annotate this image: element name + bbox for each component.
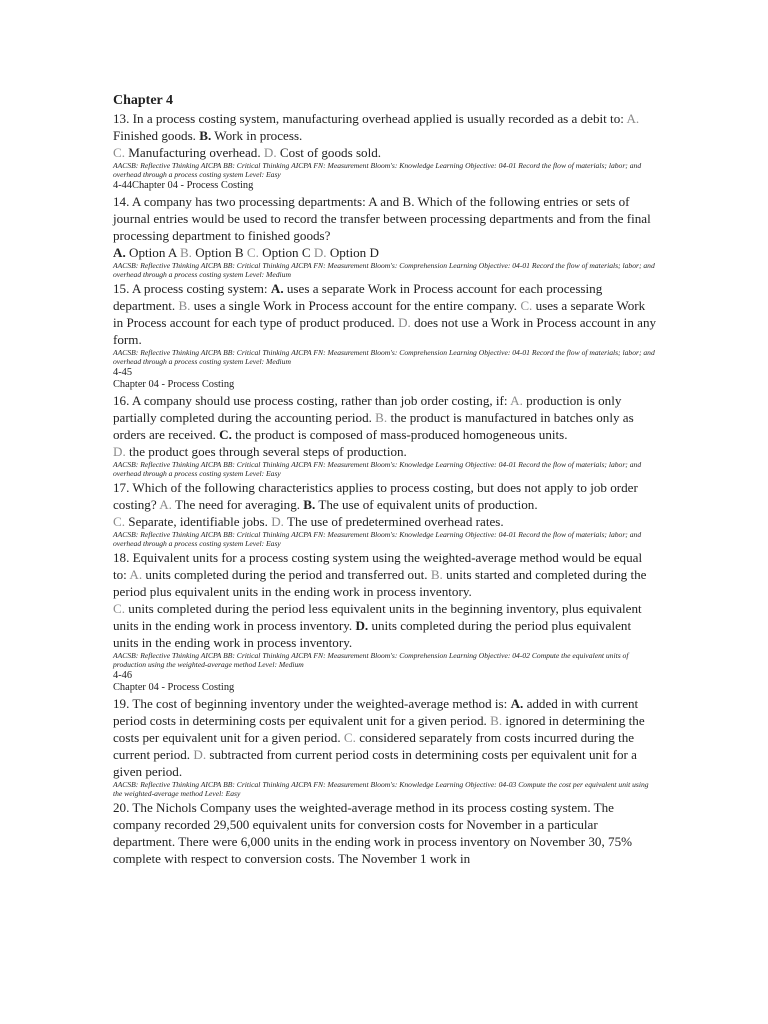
option-c-text: Option C [258,244,314,260]
question-14-meta: AACSB: Reflective Thinking AICPA BB: Critical Thinking AICPA FN: Measurement Bloom's: Comprehension Learning Objective: 04-01 Record the flow of materials; labor; and overhead through a process costing system Level: Medium [113,260,655,279]
question-17 [113,479,658,548]
option-d-key: D. [263,145,277,160]
option-a-text: production is only partially completed during the accounting period. [113,392,622,425]
option-b-text: Work in process. [211,128,303,143]
option-c-text: Separate, identifiable jobs. [125,513,272,529]
option-c-text: Manufacturing overhead. [125,145,264,160]
question-19-text [113,695,658,780]
option-c-text: considered separately from costs incurred during the current period. [113,729,635,762]
question-16 [113,392,658,478]
option-c-key: C. [113,145,126,160]
question-15-text [113,280,658,348]
option-b-text: The use of equivalent units of production. [315,496,538,512]
question-stem: 17. Which of the following characteristics applies to process costing, but does not apply to job order costing? [113,479,638,512]
question-stem: 16. A company should use process costing, rather than job order costing, if: [113,392,511,408]
question-18-options-cd [113,600,658,651]
question-18-text [113,549,658,600]
option-d-text: does not use a Work in Process account in any form. [113,314,657,347]
option-c-key: C. [343,729,356,745]
question-13 [113,110,658,179]
option-c-key: C. [113,600,126,616]
question-18 [113,549,658,669]
option-d-text: units completed during the period plus equivalent units in the ending work in process inventory. [113,617,632,650]
option-b-key: B. [430,566,443,582]
option-a-key: A. [510,392,523,408]
option-b-text: ignored in determining the costs per equivalent unit for a given period. [113,712,645,745]
question-13-meta: AACSB: Reflective Thinking AICPA BB: Critical Thinking AICPA FN: Measurement Bloom's: Knowledge Learning Objective: 04-01 Record the flow of materials; labor; and overhead through a process costing system Level: Easy [113,161,642,179]
question-18-meta: AACSB: Reflective Thinking AICPA BB: Critical Thinking AICPA FN: Measurement Bloom's: Comprehension Learning Objective: 04-02 Compute the equivalent units of production using the weighted-average method Level: Medium [113,650,629,669]
question-16-option-d [113,443,658,460]
option-a-text: Finished goods. [113,128,200,143]
option-a-key: A. [129,566,143,582]
option-d-key: D. [271,513,284,529]
question-19-meta: AACSB: Reflective Thinking AICPA BB: Critical Thinking AICPA FN: Measurement Bloom's: Knowledge Learning Objective: 04-03 Compute the cost per equivalent unit using the weighted-average method Level: Easy [113,779,649,798]
option-b-key: B. [199,128,212,143]
option-d-text: the product goes through several steps of production. [125,443,407,459]
question-16-text [113,392,658,443]
option-a-key: A. [626,111,640,126]
option-c-key: C. [246,244,259,260]
option-b-text: the product is manufactured in batches only as orders are received. [113,409,634,442]
question-17-meta: AACSB: Reflective Thinking AICPA BB: Critical Thinking AICPA FN: Measurement Bloom's: Knowledge Learning Objective: 04-01 Record the flow of materials; labor; and overhead through a process costing system Level: Easy [113,529,642,548]
question-20 [113,799,658,867]
question-14 [113,193,658,279]
option-b-key: B. [490,712,503,728]
question-15 [113,280,658,366]
option-d-key: D. [398,314,411,330]
option-b-key: B. [178,297,191,313]
chapter-running-header: Chapter 04 - Process Costing [113,379,235,390]
question-16-meta: AACSB: Reflective Thinking AICPA BB: Critical Thinking AICPA FN: Measurement Bloom's: Knowledge Learning Objective: 04-01 Record the flow of materials; labor; and overhead through a process costing system Level: Easy [113,459,642,478]
chapter-title: Chapter 4 [113,93,174,108]
option-d-text: The use of predetermined overhead rates. [283,513,504,529]
question-stem: 19. The cost of beginning inventory under the weighted-average method is: [113,695,511,711]
option-c-text: the product is composed of mass-produced homogeneous units. [231,426,568,442]
option-b-key: B. [179,244,192,260]
question-stem: 15. A process costing system: [113,280,271,296]
option-b-text: units started and completed during the period plus equivalent units in the ending work in process inventory. [113,566,647,599]
option-a-key: A. [510,695,524,711]
option-a-key: A. [270,280,284,296]
question-17-options-cd [113,513,658,530]
option-a-text: uses a separate Work in Process account for each processing department. [113,280,603,313]
option-c-text: uses a separate Work in Process account for each type of product produced. [113,297,646,330]
document-page [113,92,658,867]
question-17-text [113,479,658,513]
option-d-key: D. [355,617,369,633]
question-20-text: 20. The Nichols Company uses the weighted-average method in its process costing system. The company recorded 29,500 equivalent units for conversion costs for November in a particular department. There were 6,000 units in the ending work in process inventory on November 30, 75% complete with respect to conversion costs. The November 1 work in [113,799,633,866]
option-c-text: units completed during the period less equivalent units in the beginning inventory, plus equivalent units in the ending work in process inventory. [113,600,642,633]
option-d-key: D. [193,746,207,762]
question-19 [113,695,658,798]
option-b-key: B. [303,496,316,512]
option-b-text: uses a single Work in Process account for the entire company. [190,297,521,313]
option-c-key: C. [113,513,126,529]
question-13-options-cd [113,144,658,161]
question-stem: 18. Equivalent units for a process costing system using the weighted-average method would be equal to: [113,549,643,582]
option-d-text: Cost of goods sold. [276,145,382,160]
option-d-text: Option D [326,244,379,260]
option-c-key: C. [219,426,232,442]
option-d-key: D. [113,443,126,459]
option-a-key: A. [159,496,172,512]
option-c-key: C. [520,297,533,313]
option-a-text: units completed during the period and transferred out. [142,566,431,582]
chapter-running-header: Chapter 04 - Process Costing [113,682,235,693]
question-14-options [113,244,658,261]
page-number-4-45: 4-45 [113,366,133,378]
option-d-text: subtracted from current period costs in determining costs per equivalent unit for a given period. [113,746,637,779]
question-13-text [113,110,658,144]
option-a-text: The need for averaging. [171,496,304,512]
option-a-key: A. [113,244,126,260]
option-d-key: D. [313,244,327,260]
option-a-text: added in with current period costs in determining costs per equivalent unit for a given period. [113,695,639,728]
question-stem: 13. In a process costing system, manufacturing overhead applied is usually recorded as a debit to: [113,111,627,126]
option-b-text: Option B [191,244,247,260]
option-a-text: Option A [125,244,180,260]
page-number-4-46: 4-46 [113,669,133,681]
question-14-text: 14. A company has two processing departments: A and B. Which of the following entries or sets of journal entries would be used to record the transfer between processing departments and from the final processing department to finished goods? [113,193,651,243]
page-mark-4-44: 4-44Chapter 04 - Process Costing [113,180,254,191]
option-b-key: B. [375,409,388,425]
question-15-meta: AACSB: Reflective Thinking AICPA BB: Critical Thinking AICPA FN: Measurement Bloom's: Comprehension Learning Objective: 04-01 Record the flow of materials; labor; and overhead through a process costing system Level: Medium [113,347,655,366]
